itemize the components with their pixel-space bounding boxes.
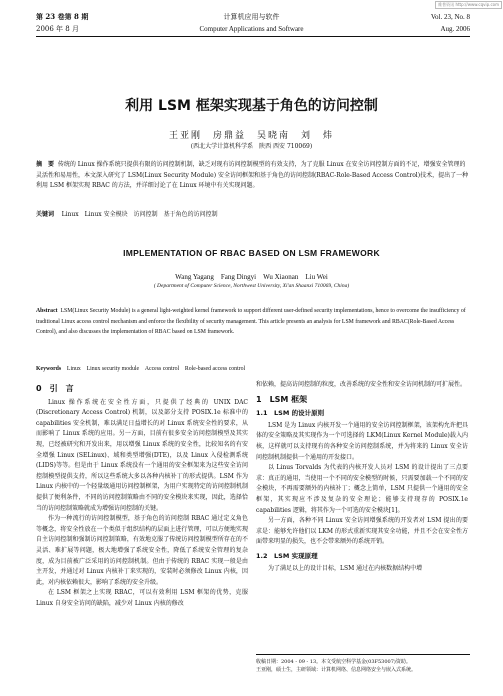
abstract-zh: [36, 160, 470, 192]
paragraph: 另一方面，各种不同 Linux 安全访问增强系统的开发者对 LSM 提出的要求是：能够允许他们以 LKM 的形式重新实现其安全功能，并且不会在安全性方面带来明显的损失，也不会带来额外的系统开销。: [256, 517, 468, 546]
abstract-zh-label: 摘 要: [36, 161, 55, 168]
keywords-zh-text: Linux Linux 安全模块 访问控制 基于角色的访问控制: [61, 211, 218, 218]
authors-en: Wang Yagang Fang Dingyi Wu Xiaonan Liu Wei: [175, 273, 328, 281]
affiliation-en: ( Department of Computer Science, Northwest University, Xi'an Shaanxi 710069, China): [153, 283, 350, 289]
footnote: [256, 654, 470, 674]
volume-en: Vol. 23, No. 8: [430, 13, 470, 21]
footnote-line: 王亚刚，硕士生，主研领域：计算机网络、信息网络安全与嵌入式系统。: [256, 667, 417, 673]
journal-zh: 计算机应用与软件: [223, 13, 280, 21]
paragraph: 为了满足以上的设计目标，LSM 通过在内核数据结构中增: [268, 564, 423, 572]
footnote-line: 收稿日期：2004 - 09 - 13。本文受航空科学基金(03F53007)资助。: [256, 659, 411, 665]
volume-zh: 第 23 卷第 8 期: [36, 12, 89, 21]
paragraph: 作为一种流行的访问控制模型，基于角色的访问控制 RBAC 通过定义角色等概念，将安全性放在一个类似于组织结构的层面上进行管理，可以方便地实现自主访问控制和强制访问控制策略，有效地克服了传统访问控制模型所存在的不灵活、难扩展等问题，极大地增强了系统安全性，降低了系统安全管理的复杂度，成为目前被广泛采用的访问控制机制。但由于传统的 RBAC 实现一般是由主开发，并通过对 Linux 内核补丁来实现的，安装时必须修改 Linux 内核，因此，对内核依赖很大，影响了系统的安全升级。: [36, 515, 248, 586]
journal-en: Computer Applications and Software: [199, 25, 304, 33]
abstract-zh-text: 传统的 Linux 操作系统只提供有限的访问控制机制，缺乏对现有访问控制模型的有效支持，为了克服 Linux 在安全访问控制方面的不足，增强安全管理的灵活性和易用性，本文深入研究了 LSM(Linux Security Module) 安全访问框架和基于角色的访问控制(RBAC-Role-Based Access Control)技术，提出了一种利用 LSM 框架实现 RBAC 的方法，并详细讨论了在 Linux 环境中有关实现问题。: [36, 161, 469, 189]
abstract-en-text: LSM(Linux Security Module) is a general light-weighted kernel framework to support different user-defined security implementations, hence to overcome the insufficiency of traditional Linux access control mechanism and enforce the flexibility of security management. This article presents an analysis for LSM framework and RBAC(Role-Based Access Control), and also discusses the implementation of RBAC based on LSM framework.: [36, 308, 466, 335]
subsection-heading-design: 1.1 LSM 的设计原则: [256, 409, 325, 418]
paper-title-en: IMPLEMENTATION OF RBAC BASED ON LSM FRAMEWORK: [123, 248, 380, 258]
keywords-en-label: Keywords: [36, 366, 62, 372]
keywords-zh-label: 关键词: [36, 211, 55, 218]
authors-zh: 王亚刚 房鼎益 吴晓南 刘 炜: [168, 131, 334, 141]
abstract-en: [36, 306, 470, 338]
keywords-en-text: Linux Linux security module Access control Role-based access control: [66, 366, 246, 372]
abstract-en-label: Abstract: [36, 308, 58, 314]
paragraph: 在 LSM 框架之上实现 RBAC，可以有效利用 LSM 框架的优势，克服 Linux 自身安全访问的缺陷，减少对 Linux 内核的修改: [36, 589, 248, 607]
running-header: [0, 12, 503, 42]
paragraph: 和依赖，提高访问控制的粒度，改善系统的安全性和安全访问机制的可扩展性。: [256, 381, 467, 388]
keywords-zh: [36, 209, 218, 218]
paragraph: LSM 是为 Linux 内核开发一个通用的安全访问控制框架，该架构允许把具体的安全策略及其实现作为一个可选择的 LKM(Linux Kernel Module)载入内核，这样就可以支持现有的各种安全访问控制系统，并为将来的 Linux 安全访问控制机制提供一个通用的开发接口。: [256, 421, 468, 461]
paragraph: 以 Linus Torvalds 为代表的内核开发人员对 LSM 的设计提出了三点要求：真正的通用，当使用一个不同的安全模型的时候，只需要加载一个不同的安全模块，不再需要额外的内核补丁；概念上简单，LSM 只提供一个通用的安全框架，其实现应不涉及复杂的安全理论；能够支持现存的 POSIX.1e capabilities 逻辑，将其作为一个可选的安全模块[1]。: [256, 464, 468, 514]
paragraph: Linux 操作系统在安全性方面，只提供了经典的 UNIX DAC (Discretionary Access Control) 机制，以及部分支持 POSIX.1e 标准中的 capabilities 安全机制，难以满足日益增长的对 Linux 系统安全性的要求，从而影响了 Linux 系统的应用。另一方面，目前有很多安全访问控制模型及其实现，已经被研究和开发出来，用以增强 Linux 系统的安全性，比较知名的有安全增强 Linux (SELinux)、域和类型增强(DTE)，以及 Linux 入侵检测系统(LIDS)等等。但是由于 Linux 系统没有一个通用的安全框架来为这些安全访问控制模型提供支持，所以这些系统大多以各种内核补丁的形式提供。LSM 作为 Linux 内核中的一个轻量级通用访问控制框架，为用户实现特定的访问控制机制提供了便利条件，不同的访问控制策略由不同的安全模块来实现，因此，选择恰当的访问控制策略就成为增强访问控制的关键。: [36, 398, 248, 512]
subsection-heading-impl: 1.2 LSM 实现原理: [256, 551, 318, 560]
affiliation-zh: (西北大学计算机科学系 陕西 西安 710069): [190, 143, 313, 150]
section-heading-intro: 0 引 言: [36, 384, 74, 393]
watermark: 维普资讯 http://www.cqvip.com: [435, 1, 502, 9]
header-rule: [36, 36, 470, 37]
keywords-en: [36, 363, 245, 372]
paper-title-zh: 利用 LSM 框架实现基于角色的访问控制: [125, 98, 378, 114]
date-zh: 2006 年 8 月: [36, 25, 79, 33]
left-column: [36, 380, 248, 609]
date-en: Aug. 2006: [440, 25, 470, 33]
right-column: [256, 380, 468, 574]
section-heading-lsm: 1 LSM 框架: [256, 394, 308, 404]
